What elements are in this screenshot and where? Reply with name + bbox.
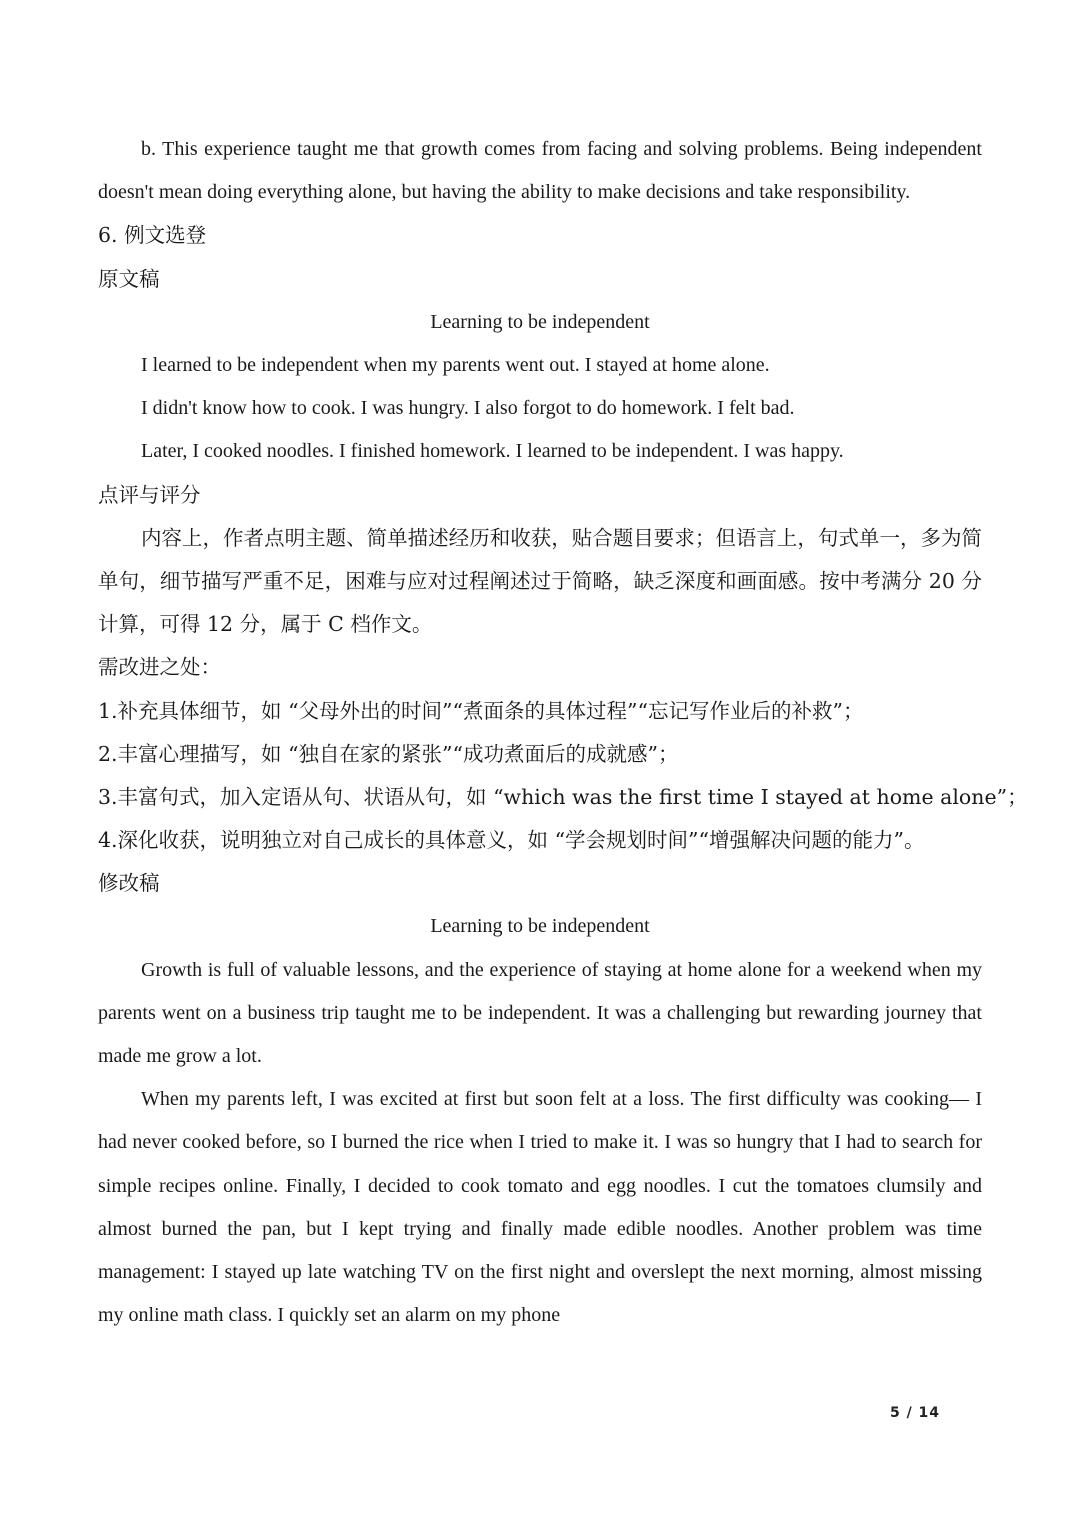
improvements-heading: 需改进之处： — [98, 655, 221, 680]
original-paragraph: I learned to be independent when my parents went out. I stayed at home alone. — [141, 353, 770, 376]
page-number: 5 / 14 — [889, 1405, 941, 1421]
review-paragraph: 内容上，作者点明主题、简单描述经历和收获，贴合题目要求；但语言上，句式单一，多为简单句，细节描写严重不足，困难与应对过程阐述过于简略，缺乏深度和画面感。按中考满分 20 分计算，可得 12 分，属于 C 档作文。 — [98, 525, 982, 637]
original-draft-heading: 原文稿 — [98, 266, 160, 291]
improvement-item: 3.丰富句式，加入定语从句、状语从句，如 “which was the first time I stayed at home alone”； — [98, 784, 1028, 809]
lesson-b-paragraph: b. This experience taught me that growth comes from facing and solving problems. Being independent doesn't mean doing everything alone, but having the ability to make decisions and take responsibility. — [98, 138, 982, 204]
revised-paragraph: When my parents left, I was excited at first but soon felt at a loss. The first difficulty was cooking— I had never cooked before, so I burned the rice when I tried to make it. I was so hungry that I had to search for simple recipes online. Finally, I decided to cook tomato and egg noodles. I cut the tomatoes clumsily and almost burned the pan, but I kept trying and finally made edible noodles. Another problem was time management: I stayed up late watching TV on the first night and overslept the next morning, almost missing my online math class. I quickly set an alarm on my phone — [98, 1088, 982, 1327]
revised-essay-title: Learning to be independent — [430, 915, 650, 938]
review-heading: 点评与评分 — [98, 482, 201, 507]
document-page — [98, 128, 1028, 1337]
original-essay-title: Learning to be independent — [430, 310, 650, 333]
improvement-item: 4.深化收获，说明独立对自己成长的具体意义，如 “学会规划时间”“增强解决问题的能力”。 — [98, 828, 925, 853]
original-paragraph: Later, I cooked noodles. I finished homework. I learned to be independent. I was happy. — [141, 440, 844, 463]
improvement-item: 2.丰富心理描写，如 “独自在家的紧张”“成功煮面后的成就感”； — [98, 741, 679, 766]
revised-draft-heading: 修改稿 — [98, 871, 160, 896]
section-heading: 6. 例文选登 — [98, 223, 207, 248]
improvement-item: 1.补充具体细节，如 “父母外出的时间”“煮面条的具体过程”“忘记写作业后的补救”； — [98, 698, 864, 723]
original-paragraph: I didn't know how to cook. I was hungry. I also forgot to do homework. I felt bad. — [141, 397, 795, 420]
revised-paragraph: Growth is full of valuable lessons, and the experience of staying at home alone for a weekend when my parents went on a business trip taught me to be independent. It was a challenging but rewarding journey that made me grow a lot. — [98, 958, 982, 1068]
